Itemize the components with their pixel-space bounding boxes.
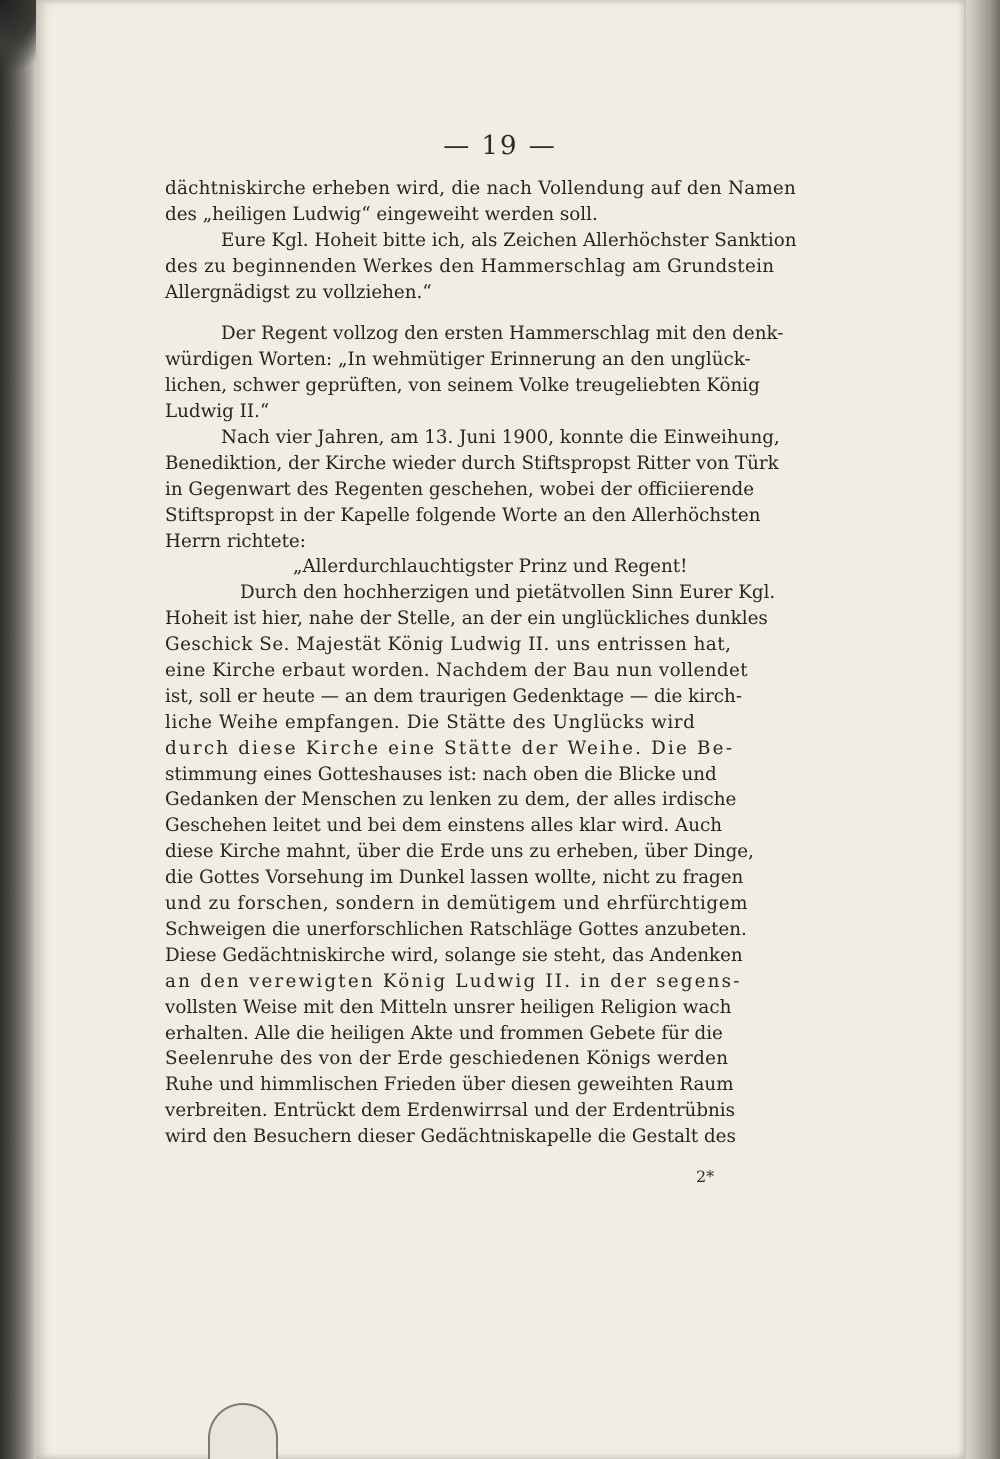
text-line: Stiftspropst in der Kapelle folgende Worte an den Allerhöchsten — [165, 504, 761, 526]
text-line: verbreiten. Entrückt dem Erdenwirrsal und der Erdentrübnis — [165, 1100, 736, 1122]
text-line: würdigen Worten: „In wehmütiger Erinnerung an den unglück- — [165, 349, 751, 371]
text-line: an den verewigten König Ludwig II. in der segens- — [165, 970, 742, 992]
text-line: des zu beginnenden Werkes den Hammerschlag am Grundstein — [165, 255, 775, 277]
page-edge — [966, 0, 1000, 1459]
page-number: — 19 — — [443, 131, 557, 161]
text-line: Schweigen die unerforschlichen Ratschläge Gottes anzubeten. — [165, 918, 747, 940]
text-line: stimmung eines Gotteshauses ist: nach oben die Blicke und — [165, 763, 717, 785]
text-line: diese Kirche mahnt, über die Erde uns zu erheben, über Dinge, — [165, 841, 754, 863]
text-line: und zu forschen, sondern in demütigem und ehrfürchtigem — [165, 893, 749, 915]
paragraph-gap — [165, 305, 805, 321]
signature-mark: 2* — [696, 1167, 715, 1186]
text-line: Hoheit ist hier, nahe der Stelle, an der ein unglückliches dunkles — [165, 608, 768, 630]
text-line: liche Weihe empfangen. Die Stätte des Unglücks wird — [165, 711, 696, 733]
text-line: Ruhe und himmlischen Frieden über diesen geweihten Raum — [165, 1074, 734, 1096]
book-page — [36, 0, 964, 1459]
text-line: des „heiligen Ludwig“ eingeweiht werden soll. — [165, 203, 598, 225]
text-line: dächtniskirche erheben wird, die nach Vollendung auf den Namen — [165, 178, 797, 199]
text-line: Benediktion, der Kirche wieder durch Stiftspropst Ritter von Türk — [165, 452, 779, 474]
text-line: vollsten Weise mit den Mitteln unsrer heiligen Religion wach — [165, 996, 732, 1018]
text-line: ist, soll er heute — an dem traurigen Gedenktage — die kirch- — [165, 685, 742, 707]
text-line: Allergnädigst zu vollziehen.“ — [165, 281, 432, 303]
text-line: Nach vier Jahren, am 13. Juni 1900, konnte die Einweihung, — [221, 427, 780, 449]
text-line: Seelenruhe des von der Erde geschiedenen Königs werden — [165, 1048, 729, 1070]
text-line: wird den Besuchern dieser Gedächtniskapelle die Gestalt des — [165, 1126, 736, 1148]
text-line: durch diese Kirche eine Stätte der Weihe. Die Be- — [165, 737, 735, 759]
text-line: Der Regent vollzog den ersten Hammerschlag mit den denk- — [221, 323, 784, 345]
text-line: eine Kirche erbaut worden. Nachdem der Bau nun vollendet — [165, 660, 748, 682]
text-line: Durch den hochherzigen und pietätvollen Sinn Eurer Kgl. — [240, 582, 776, 604]
text-line: Gedanken der Menschen zu lenken zu dem, der alles irdische — [165, 789, 737, 811]
text-line: Diese Gedächtniskirche wird, solange sie steht, das Andenken — [165, 944, 743, 966]
book-binding — [0, 0, 34, 1459]
text-line: die Gottes Vorsehung im Dunkel lassen wollte, nicht zu fragen — [165, 867, 744, 889]
text-line: in Gegenwart des Regenten geschehen, wobei der officiierende — [165, 478, 755, 500]
text-line: lichen, schwer geprüften, von seinem Volke treugeliebten König — [165, 375, 760, 397]
text-line: Eure Kgl. Hoheit bitte ich, als Zeichen Allerhöchster Sanktion — [221, 229, 797, 251]
text-line: Herrn richtete: — [165, 530, 306, 552]
text-line: Geschick Se. Majestät König Ludwig II. uns entrissen hat, — [165, 634, 732, 656]
text-line: Geschehen leitet und bei dem einstens alles klar wird. Auch — [165, 815, 723, 837]
page-tab — [208, 1403, 278, 1459]
body-text — [165, 176, 805, 1150]
text-line: Ludwig II.“ — [165, 401, 270, 423]
text-line: „Allerdurchlauchtigster Prinz und Regent! — [293, 556, 688, 578]
text-line: erhalten. Alle die heiligen Akte und frommen Gebete für die — [165, 1022, 723, 1044]
